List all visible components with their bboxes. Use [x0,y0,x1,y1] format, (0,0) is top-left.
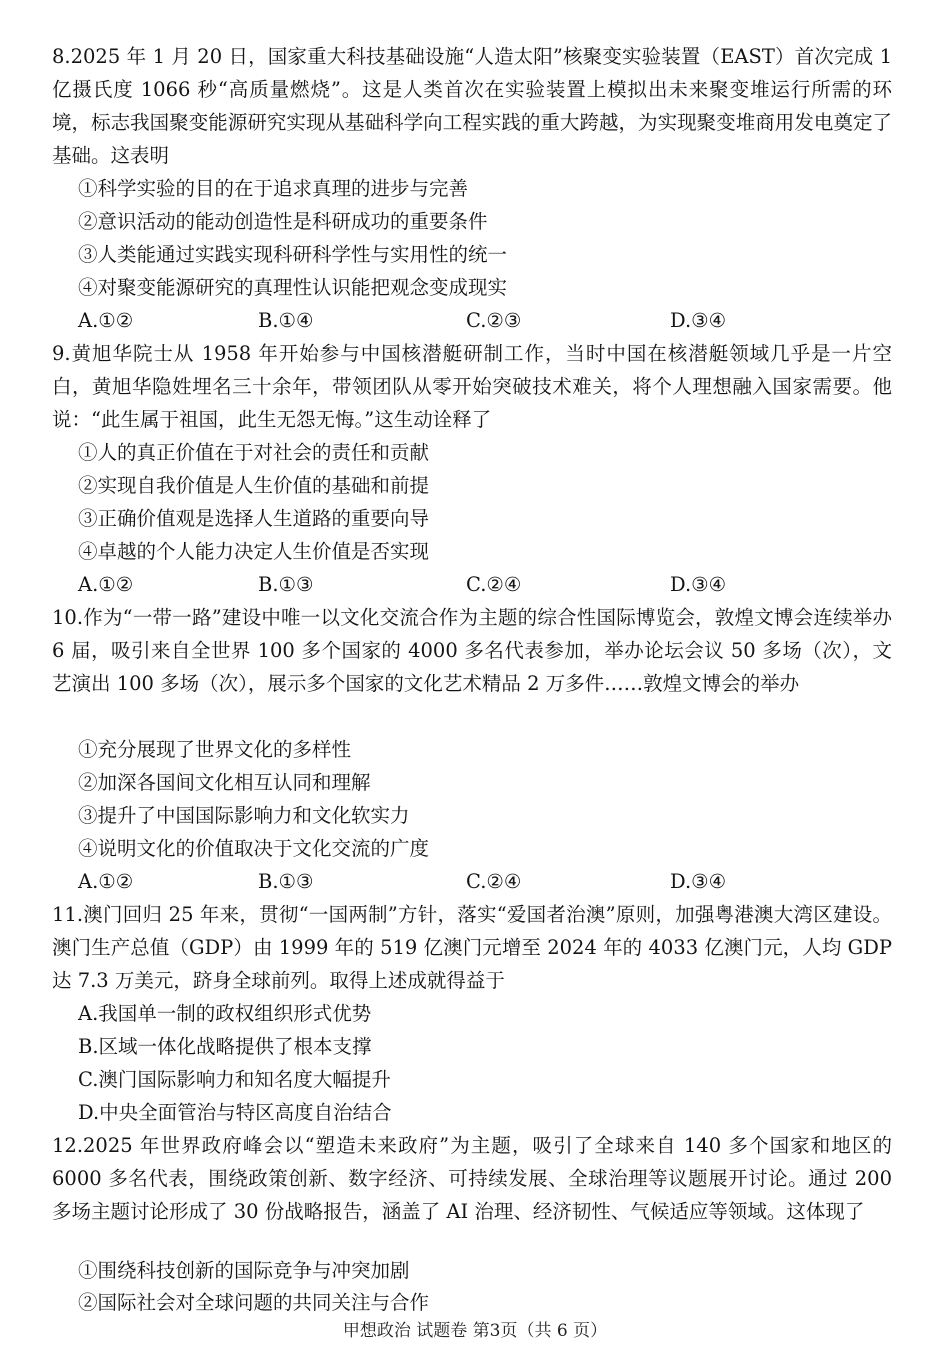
question-9-stem: 9.黄旭华院士从 1958 年开始参与中国核潜艇研制工作，当时中国在核潜艇领域几乎是一片空白，黄旭华隐姓埋名三十余年，带领团队从零开始突破技术难关，将个人理想融入国家需要。他说：“此生属于祖国，此生无怨无悔。”这生动诠释了 [52,342,892,431]
question-9-item-3: ③正确价值观是选择人生道路的重要向导 [78,507,430,530]
question-8-item-3: ③人类能通过实践实现科研科学性与实用性的统一 [78,243,508,266]
choice-b[interactable]: B.①③ [258,573,314,596]
question-9-item-4: ④卓越的个人能力决定人生价值是否实现 [78,540,430,563]
question-8-item-4: ④对聚变能源研究的真理性认识能把观念变成现实 [78,276,508,299]
question-9-item-1: ①人的真正价值在于对社会的责任和贡献 [78,441,430,464]
choice-a[interactable]: A.①② [78,309,134,332]
question-10-item-1: ①充分展现了世界文化的多样性 [78,738,352,761]
question-11-option-a[interactable]: A.我国单一制的政权组织形式优势 [78,1002,372,1025]
question-10-choices [78,865,878,898]
question-8-choices [78,304,878,337]
choice-c[interactable]: C.②④ [466,573,522,596]
choice-c[interactable]: C.②③ [466,309,522,332]
question-9-choices [78,568,878,601]
question-11-option-b[interactable]: B.区域一体化战略提供了根本支撑 [78,1035,372,1058]
question-8-item-1: ①科学实验的目的在于追求真理的进步与完善 [78,177,469,200]
question-9-item-2: ②实现自我价值是人生价值的基础和前提 [78,474,430,497]
question-10-item-3: ③提升了中国国际影响力和文化软实力 [78,804,410,827]
question-10-item-4: ④说明文化的价值取决于文化交流的广度 [78,837,430,860]
question-12-stem: 12.2025 年世界政府峰会以“塑造未来政府”为主题，吸引了全球来自 140 多个国家和地区的 6000 多名代表，围绕政策创新、数字经济、可持续发展、全球治理等议题展开讨论。通过 200 多场主题讨论形成了 30 份战略报告，涵盖了 AI 治理、经济韧性、气候适应等领域。这体现了 [52,1134,892,1223]
question-11-option-d[interactable]: D.中央全面管治与特区高度自治结合 [78,1101,392,1124]
question-12-item-2: ②国际社会对全球问题的共同关注与合作 [78,1291,430,1314]
question-11-option-c[interactable]: C.澳门国际影响力和知名度大幅提升 [78,1068,391,1091]
question-8-item-2: ②意识活动的能动创造性是科研成功的重要条件 [78,210,488,233]
choice-d[interactable]: D.③④ [670,870,727,893]
question-12-item-1: ①围绕科技创新的国际竞争与冲突加剧 [78,1259,410,1282]
question-11-stem: 11.澳门回归 25 年来，贯彻“一国两制”方针，落实“爱国者治澳”原则，加强粤港澳大湾区建设。澳门生产总值（GDP）由 1999 年的 519 亿澳门元增至 2024 年的 4033 亿澳门元，人均 GDP 达 7.3 万美元，跻身全球前列。取得上述成就得益于 [52,903,892,992]
choice-d[interactable]: D.③④ [670,573,727,596]
question-10-item-2: ②加深各国间文化相互认同和理解 [78,771,371,794]
choice-a[interactable]: A.①② [78,870,134,893]
choice-b[interactable]: B.①④ [258,309,314,332]
choice-b[interactable]: B.①③ [258,870,314,893]
choice-a[interactable]: A.①② [78,573,134,596]
choice-c[interactable]: C.②④ [466,870,522,893]
question-10-stem: 10.作为“一带一路”建设中唯一以文化交流合作为主题的综合性国际博览会，敦煌文博会连续举办 6 届，吸引来自全世界 100 多个国家的 4000 多名代表参加，举办论坛会议 50 多场（次），文艺演出 100 多场（次），展示多个国家的文化艺术精品 2 万多件……敦煌文博会的举办 [52,606,892,695]
question-8-stem: 8.2025 年 1 月 20 日，国家重大科技基础设施“人造太阳”核聚变实验装置（EAST）首次完成 1 亿摄氏度 1066 秒“高质量燃烧”。这是人类首次在实验装置上模拟出未来聚变堆运行所需的环境，标志我国聚变能源研究实现从基础科学向工程实践的重大跨越，为实现聚变堆商用发电奠定了基础。这表明 [52,45,892,167]
page-footer: 甲想政治 试题卷 第3页（共 6 页） [342,1321,608,1341]
choice-d[interactable]: D.③④ [670,309,727,332]
